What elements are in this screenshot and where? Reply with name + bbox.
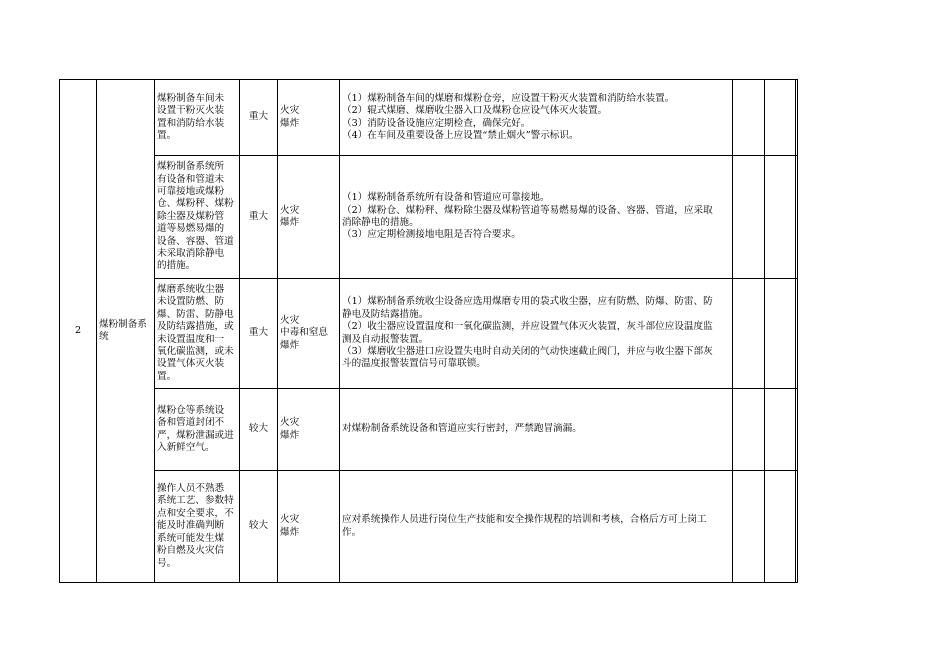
hazard-cell (155, 80, 240, 156)
risk-level-cell (240, 80, 278, 156)
accident-type-cell (278, 471, 340, 583)
system-name (97, 80, 155, 583)
accident-type: 中毒和窒息 (280, 327, 328, 339)
hazard-line: 可靠接地或煤粉 (157, 185, 225, 197)
hazard-line: 入新鲜空气。 (157, 441, 215, 453)
empty-cell (796, 389, 798, 471)
table-row (60, 279, 798, 389)
measure-line: （1）煤粉制备系统所有设备和管道应可靠接地。 (342, 192, 550, 204)
control-measures-cell (340, 156, 733, 279)
control-measures-cell (340, 389, 733, 471)
hazard-line: 能及时准确判断 (157, 520, 225, 532)
hazard-line: 操作人员不熟悉 (157, 483, 225, 495)
risk-level: 重大 (248, 327, 269, 339)
risk-level-cell (240, 156, 278, 279)
accident-type: 爆炸 (280, 217, 300, 228)
accident-type: 火灾 (280, 514, 300, 526)
empty-cell (765, 389, 796, 471)
risk-level: 重大 (248, 210, 269, 222)
hazard-line: 点和安全要求，不 (157, 507, 234, 519)
table-row (60, 389, 798, 471)
hazard-cell (155, 471, 240, 583)
empty-cell (733, 389, 765, 471)
risk-level-cell (240, 471, 278, 583)
hazard-line: 的措施。 (157, 260, 196, 272)
section-index (60, 80, 97, 583)
hazard-line: 置。 (157, 129, 177, 141)
measure-line: （2）收尘器应设置温度和一氧化碳监测，并应设置气体灭火装置，灰斗部位应设温度监 (342, 321, 713, 333)
measure-line: （3）煤磨收尘器进口应设置失电时自动关闭的气动快速截止阀门，并应与收尘器下部灰 (342, 345, 713, 357)
hazard-line: 煤粉制备系统所 (157, 161, 225, 173)
hazard-line: 煤粉仓等系统设 (157, 404, 225, 416)
accident-type-cell (278, 80, 340, 156)
measure-line: （2）辊式煤磨、煤磨收尘器入口及煤粉仓应设气体灭火装置。 (342, 105, 608, 117)
accident-type-cell (278, 156, 340, 279)
section-index-text: 2 (74, 324, 82, 336)
hazard-line: 置。 (157, 370, 177, 382)
measure-line: （3）消防设备设施应定期检查，确保完好。 (342, 117, 531, 129)
risk-level-cell (240, 279, 278, 389)
hazard-line: 有设备和管道未 (157, 173, 225, 185)
hazard-line: 仓、煤粉秤、煤粉 (157, 198, 234, 210)
empty-cell (796, 279, 798, 389)
accident-type: 爆炸 (280, 526, 300, 538)
control-measures-cell (340, 471, 733, 583)
risk-level: 较大 (248, 423, 269, 435)
hazard-line: 设置干粉灭火装 (157, 105, 225, 117)
accident-type-cell (278, 389, 340, 471)
hazard-line: 未采取消除静电 (157, 248, 225, 260)
empty-cell (796, 156, 798, 279)
hazard-table (59, 79, 798, 583)
table-row (60, 156, 798, 279)
empty-cell (796, 80, 798, 156)
measure-line: （3）应定期检测接地电阻是否符合要求。 (342, 229, 521, 241)
hazard-line: 备和管道封闭不 (157, 417, 225, 429)
measure-line: 静电及防结露措施。 (342, 308, 429, 320)
empty-cell (733, 279, 765, 389)
accident-type: 爆炸 (280, 339, 300, 351)
hazard-line: 粉自燃及火灾信 (157, 545, 225, 557)
control-measures-cell (340, 279, 733, 389)
hazard-cell (155, 279, 240, 389)
hazard-line: 未设置温度和一 (157, 333, 225, 345)
control-measures-cell (340, 80, 733, 156)
accident-type: 火灾 (280, 417, 300, 429)
hazard-line: 氧化碳监测，或未 (157, 345, 234, 357)
hazard-cell (155, 156, 240, 279)
empty-cell (765, 80, 796, 156)
empty-cell (796, 471, 798, 583)
measure-line: （1）煤粉制备车间的煤磨和煤粉仓旁，应设置干粉灭火装置和消防给水装置。 (342, 92, 675, 104)
measure-line: 作。 (342, 526, 362, 538)
system-name-text: 煤粉制备系统 (99, 318, 147, 342)
measure-line: 对煤粉制备系统设备和管道应实行密封，严禁跑冒滴漏。 (342, 423, 582, 435)
hazard-line: 严，煤粉泄漏或进 (157, 429, 234, 441)
hazard-line: 爆、防雷、防静电 (157, 308, 234, 320)
hazard-line: 设备、容器、管道 (157, 235, 234, 247)
hazard-line: 煤粉制备车间未 (157, 92, 225, 104)
hazard-line: 设置气体灭火装 (157, 358, 225, 370)
empty-cell (765, 279, 796, 389)
measure-line: 测及自动报警装置。 (342, 333, 429, 345)
empty-cell (733, 156, 765, 279)
risk-level: 较大 (248, 520, 269, 532)
hazard-line: 煤磨系统收尘器 (157, 283, 225, 295)
empty-cell (765, 156, 796, 279)
hazard-line: 除尘器及煤粉管 (157, 210, 225, 222)
measure-line: （2）煤粉仓、煤粉秤、煤粉除尘器及煤粉管道等易燃易爆的设备、容器、管道，应采取 (342, 204, 713, 216)
risk-level-cell (240, 389, 278, 471)
empty-cell (765, 471, 796, 583)
hazard-line: 系统工艺、参数特 (157, 495, 234, 507)
hazard-line: 置和消防给水装 (157, 117, 225, 129)
accident-type: 爆炸 (280, 117, 300, 129)
accident-type: 爆炸 (280, 429, 300, 441)
measure-line: （4）在车间及重要设备上应设置“禁止烟火”警示标识。 (342, 129, 579, 141)
table-row (60, 80, 798, 156)
measure-line: 斗的温度报警装置信号可靠联锁。 (342, 358, 486, 370)
accident-type: 火灾 (280, 105, 300, 117)
accident-type-cell (278, 279, 340, 389)
empty-cell (733, 80, 765, 156)
hazard-line: 未设置防燃、防 (157, 296, 225, 308)
measure-line: 消除静电的措施。 (342, 217, 419, 228)
empty-cell (733, 471, 765, 583)
accident-type: 火灾 (280, 204, 300, 216)
table-row (60, 471, 798, 583)
hazard-line: 道等易燃易爆的 (157, 223, 225, 235)
accident-type: 火灾 (280, 314, 300, 326)
hazard-line: 号。 (157, 557, 177, 569)
measure-line: （1）煤粉制备系统收尘设备应选用煤磨专用的袋式收尘器，应有防燃、防爆、防雷、防 (342, 296, 713, 308)
hazard-line: 及防结露措施，或 (157, 321, 234, 333)
measure-line: 应对系统操作人员进行岗位生产技能和安全操作规程的培训和考核，合格后方可上岗工 (342, 514, 707, 526)
hazard-line: 系统可能发生煤 (157, 532, 225, 544)
hazard-cell (155, 389, 240, 471)
risk-level: 重大 (248, 111, 269, 123)
